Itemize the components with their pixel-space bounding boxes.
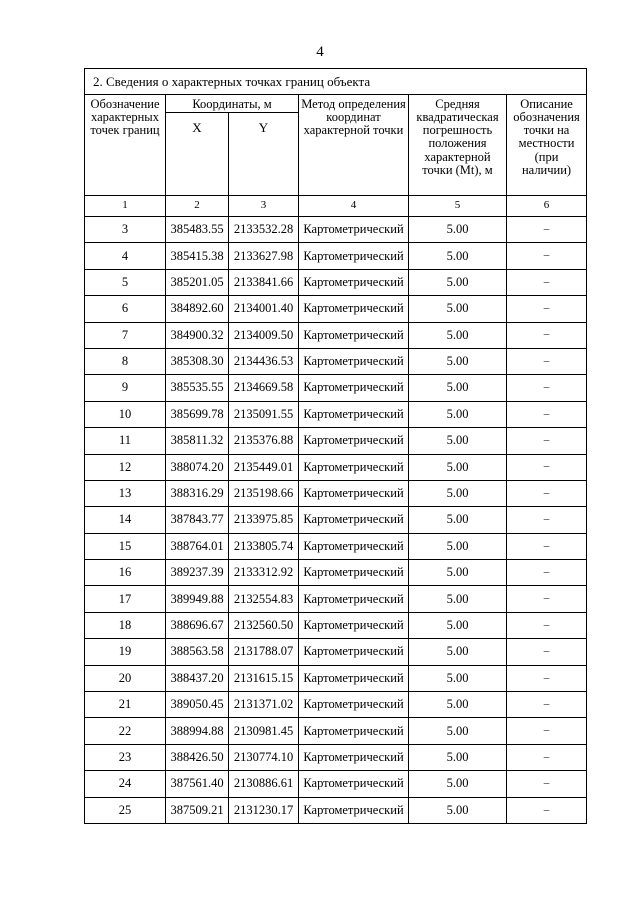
point-number-cell: 3	[85, 217, 166, 243]
method-cell: Картометрический	[299, 771, 409, 797]
method-cell: Картометрический	[299, 639, 409, 665]
error-cell: 5.00	[409, 797, 507, 823]
description-cell: –	[507, 217, 587, 243]
description-cell: –	[507, 428, 587, 454]
header-designation: Обозначение характерных точек границ	[85, 95, 166, 196]
error-cell: 5.00	[409, 507, 507, 533]
method-cell: Картометрический	[299, 296, 409, 322]
method-cell: Картометрический	[299, 480, 409, 506]
header-x: X	[166, 113, 229, 196]
table-row	[85, 797, 587, 823]
point-number-cell: 12	[85, 454, 166, 480]
method-cell: Картометрический	[299, 269, 409, 295]
error-cell: 5.00	[409, 322, 507, 348]
point-number-cell: 8	[85, 348, 166, 374]
error-cell: 5.00	[409, 269, 507, 295]
x-coordinate-cell: 387561.40	[166, 771, 229, 797]
point-number-cell: 25	[85, 797, 166, 823]
y-coordinate-cell: 2133627.98	[229, 243, 299, 269]
table-row	[85, 586, 587, 612]
point-number-cell: 13	[85, 480, 166, 506]
y-coordinate-cell: 2134669.58	[229, 375, 299, 401]
column-number: 3	[229, 196, 299, 217]
column-number: 1	[85, 196, 166, 217]
method-cell: Картометрический	[299, 560, 409, 586]
x-coordinate-cell: 388426.50	[166, 744, 229, 770]
method-cell: Картометрический	[299, 744, 409, 770]
table-row	[85, 771, 587, 797]
header-y: Y	[229, 113, 299, 196]
y-coordinate-cell: 2134009.50	[229, 322, 299, 348]
y-coordinate-cell: 2135091.55	[229, 401, 299, 427]
description-cell: –	[507, 322, 587, 348]
error-cell: 5.00	[409, 375, 507, 401]
x-coordinate-cell: 385535.55	[166, 375, 229, 401]
method-cell: Картометрический	[299, 533, 409, 559]
description-cell: –	[507, 718, 587, 744]
table-row	[85, 296, 587, 322]
x-coordinate-cell: 388316.29	[166, 480, 229, 506]
method-cell: Картометрический	[299, 322, 409, 348]
table-row	[85, 428, 587, 454]
table-row	[85, 401, 587, 427]
y-coordinate-cell: 2131615.15	[229, 665, 299, 691]
y-coordinate-cell: 2132554.83	[229, 586, 299, 612]
point-number-cell: 21	[85, 692, 166, 718]
description-cell: –	[507, 692, 587, 718]
point-number-cell: 20	[85, 665, 166, 691]
table-row	[85, 217, 587, 243]
point-number-cell: 9	[85, 375, 166, 401]
method-cell: Картометрический	[299, 797, 409, 823]
table-row	[85, 639, 587, 665]
y-coordinate-cell: 2131230.17	[229, 797, 299, 823]
y-coordinate-cell: 2133841.66	[229, 269, 299, 295]
header-error: Средняя квадратическая погрешность положения характерной точки (Mt), м	[409, 95, 507, 196]
point-number-cell: 4	[85, 243, 166, 269]
method-cell: Картометрический	[299, 243, 409, 269]
table-row	[85, 665, 587, 691]
x-coordinate-cell: 388074.20	[166, 454, 229, 480]
table-row	[85, 560, 587, 586]
point-number-cell: 18	[85, 612, 166, 638]
table-row	[85, 480, 587, 506]
y-coordinate-cell: 2133975.85	[229, 507, 299, 533]
y-coordinate-cell: 2130886.61	[229, 771, 299, 797]
x-coordinate-cell: 388994.88	[166, 718, 229, 744]
point-number-cell: 23	[85, 744, 166, 770]
error-cell: 5.00	[409, 586, 507, 612]
x-coordinate-cell: 388563.58	[166, 639, 229, 665]
x-coordinate-cell: 389237.39	[166, 560, 229, 586]
description-cell: –	[507, 269, 587, 295]
table-body	[85, 217, 587, 824]
y-coordinate-cell: 2130981.45	[229, 718, 299, 744]
error-cell: 5.00	[409, 533, 507, 559]
error-cell: 5.00	[409, 718, 507, 744]
table-row	[85, 692, 587, 718]
x-coordinate-cell: 384892.60	[166, 296, 229, 322]
table-row	[85, 533, 587, 559]
x-coordinate-cell: 385811.32	[166, 428, 229, 454]
y-coordinate-cell: 2135198.66	[229, 480, 299, 506]
method-cell: Картометрический	[299, 507, 409, 533]
y-coordinate-cell: 2130774.10	[229, 744, 299, 770]
point-number-cell: 7	[85, 322, 166, 348]
point-number-cell: 17	[85, 586, 166, 612]
description-cell: –	[507, 586, 587, 612]
page-number: 4	[316, 44, 324, 60]
error-cell: 5.00	[409, 428, 507, 454]
y-coordinate-cell: 2133805.74	[229, 533, 299, 559]
error-cell: 5.00	[409, 560, 507, 586]
x-coordinate-cell: 384900.32	[166, 322, 229, 348]
x-coordinate-cell: 388437.20	[166, 665, 229, 691]
method-cell: Картометрический	[299, 217, 409, 243]
header-method: Метод определения координат характерной точки	[299, 95, 409, 196]
point-number-cell: 5	[85, 269, 166, 295]
method-cell: Картометрический	[299, 586, 409, 612]
y-coordinate-cell: 2133312.92	[229, 560, 299, 586]
error-cell: 5.00	[409, 243, 507, 269]
error-cell: 5.00	[409, 217, 507, 243]
table-row	[85, 348, 587, 374]
table-title: 2. Сведения о характерных точках границ объекта	[85, 69, 587, 95]
x-coordinate-cell: 385699.78	[166, 401, 229, 427]
table-row	[85, 454, 587, 480]
table-row	[85, 718, 587, 744]
error-cell: 5.00	[409, 612, 507, 638]
table-row	[85, 322, 587, 348]
description-cell: –	[507, 480, 587, 506]
error-cell: 5.00	[409, 744, 507, 770]
point-number-cell: 16	[85, 560, 166, 586]
method-cell: Картометрический	[299, 718, 409, 744]
error-cell: 5.00	[409, 771, 507, 797]
y-coordinate-cell: 2135376.88	[229, 428, 299, 454]
header-description: Описание обозначения точки на местности (при наличии)	[507, 95, 587, 196]
error-cell: 5.00	[409, 480, 507, 506]
y-coordinate-cell: 2135449.01	[229, 454, 299, 480]
header-coordinates: Координаты, м	[166, 95, 299, 113]
x-coordinate-cell: 388764.01	[166, 533, 229, 559]
description-cell: –	[507, 771, 587, 797]
point-number-cell: 19	[85, 639, 166, 665]
description-cell: –	[507, 744, 587, 770]
table-row	[85, 269, 587, 295]
error-cell: 5.00	[409, 665, 507, 691]
column-number: 4	[299, 196, 409, 217]
boundary-points-table	[84, 68, 587, 824]
error-cell: 5.00	[409, 639, 507, 665]
point-number-cell: 24	[85, 771, 166, 797]
description-cell: –	[507, 665, 587, 691]
x-coordinate-cell: 387509.21	[166, 797, 229, 823]
description-cell: –	[507, 533, 587, 559]
table-row	[85, 375, 587, 401]
table-row	[85, 612, 587, 638]
x-coordinate-cell: 385308.30	[166, 348, 229, 374]
description-cell: –	[507, 639, 587, 665]
point-number-cell: 6	[85, 296, 166, 322]
x-coordinate-cell: 385201.05	[166, 269, 229, 295]
x-coordinate-cell: 387843.77	[166, 507, 229, 533]
y-coordinate-cell: 2131371.02	[229, 692, 299, 718]
description-cell: –	[507, 348, 587, 374]
point-number-cell: 15	[85, 533, 166, 559]
column-number: 6	[507, 196, 587, 217]
error-cell: 5.00	[409, 454, 507, 480]
y-coordinate-cell: 2132560.50	[229, 612, 299, 638]
description-cell: –	[507, 243, 587, 269]
method-cell: Картометрический	[299, 401, 409, 427]
x-coordinate-cell: 385415.38	[166, 243, 229, 269]
table-row	[85, 507, 587, 533]
x-coordinate-cell: 388696.67	[166, 612, 229, 638]
point-number-cell: 10	[85, 401, 166, 427]
method-cell: Картометрический	[299, 348, 409, 374]
table-row	[85, 744, 587, 770]
error-cell: 5.00	[409, 296, 507, 322]
error-cell: 5.00	[409, 348, 507, 374]
method-cell: Картометрический	[299, 428, 409, 454]
method-cell: Картометрический	[299, 375, 409, 401]
table-row	[85, 243, 587, 269]
point-number-cell: 22	[85, 718, 166, 744]
description-cell: –	[507, 560, 587, 586]
description-cell: –	[507, 375, 587, 401]
description-cell: –	[507, 507, 587, 533]
error-cell: 5.00	[409, 401, 507, 427]
description-cell: –	[507, 612, 587, 638]
method-cell: Картометрический	[299, 454, 409, 480]
method-cell: Картометрический	[299, 665, 409, 691]
point-number-cell: 11	[85, 428, 166, 454]
y-coordinate-cell: 2134001.40	[229, 296, 299, 322]
y-coordinate-cell: 2133532.28	[229, 217, 299, 243]
x-coordinate-cell: 385483.55	[166, 217, 229, 243]
description-cell: –	[507, 454, 587, 480]
x-coordinate-cell: 389949.88	[166, 586, 229, 612]
point-number-cell: 14	[85, 507, 166, 533]
column-number: 5	[409, 196, 507, 217]
method-cell: Картометрический	[299, 612, 409, 638]
x-coordinate-cell: 389050.45	[166, 692, 229, 718]
description-cell: –	[507, 401, 587, 427]
description-cell: –	[507, 797, 587, 823]
error-cell: 5.00	[409, 692, 507, 718]
description-cell: –	[507, 296, 587, 322]
y-coordinate-cell: 2131788.07	[229, 639, 299, 665]
method-cell: Картометрический	[299, 692, 409, 718]
column-number: 2	[166, 196, 229, 217]
y-coordinate-cell: 2134436.53	[229, 348, 299, 374]
